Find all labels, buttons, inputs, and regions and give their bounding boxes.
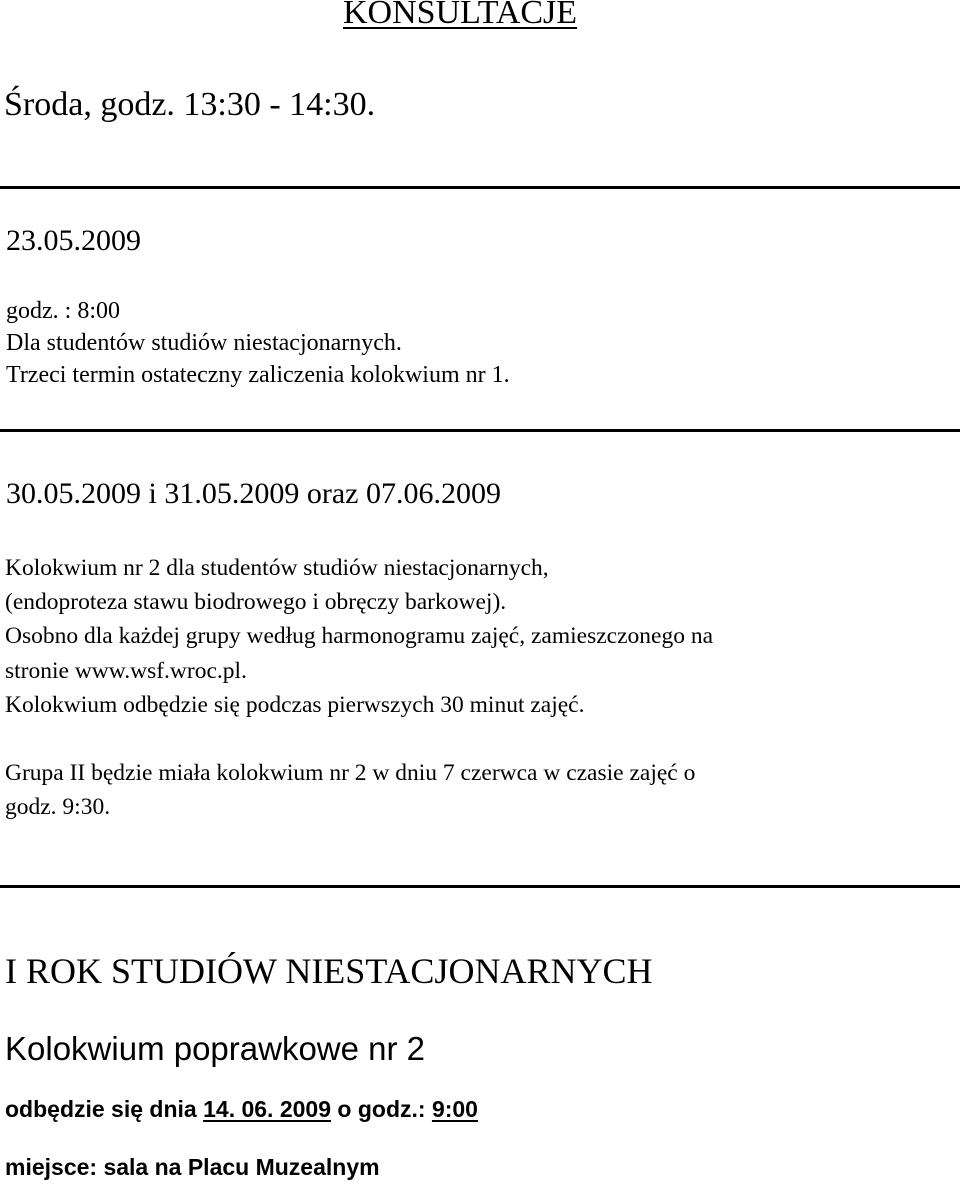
divider xyxy=(0,429,960,432)
divider xyxy=(0,885,960,888)
event1-time: godz. : 8:00 xyxy=(6,298,120,324)
retake-time-prefix: o godz.: xyxy=(331,1096,432,1122)
event2-line: stronie www.wsf.wroc.pl. xyxy=(5,658,247,684)
event2-line: Kolokwium nr 2 dla studentów studiów niestacjonarnych, xyxy=(5,555,549,581)
event2-dates: 30.05.2009 i 31.05.2009 oraz 07.06.2009 xyxy=(6,477,501,510)
page-title: KONSULTACJE xyxy=(343,0,578,31)
event1-description: Trzeci termin ostateczny zaliczenia kolokwium nr 1. xyxy=(6,362,510,388)
section-heading: I ROK STUDIÓW NIESTACJONARNYCH xyxy=(5,951,653,991)
retake-date-prefix: odbędzie się dnia xyxy=(5,1096,204,1122)
retake-place: miejsce: sala na Placu Muzealnym xyxy=(5,1154,380,1180)
retake-title: Kolokwium poprawkowe nr 2 xyxy=(5,1030,426,1067)
retake-date-line xyxy=(5,1096,478,1123)
event1-audience: Dla studentów studiów niestacjonarnych. xyxy=(6,330,402,356)
group-note: godz. 9:30. xyxy=(5,794,111,820)
office-hours: Środa, godz. 13:30 - 14:30. xyxy=(4,86,376,123)
divider xyxy=(0,186,960,189)
event2-line: Kolokwium odbędzie się podczas pierwszych 30 minut zajęć. xyxy=(5,692,585,718)
event1-date: 23.05.2009 xyxy=(6,224,141,257)
retake-date: 14. 06. 2009 xyxy=(203,1096,332,1122)
group-note: Grupa II będzie miała kolokwium nr 2 w dniu 7 czerwca w czasie zajęć o xyxy=(5,760,696,786)
event2-line: Osobno dla każdej grupy według harmonogramu zajęć, zamieszczonego na xyxy=(5,623,713,649)
retake-time: 9:00 xyxy=(431,1096,478,1122)
event2-line: (endoproteza stawu biodrowego i obręczy barkowej). xyxy=(5,589,507,615)
